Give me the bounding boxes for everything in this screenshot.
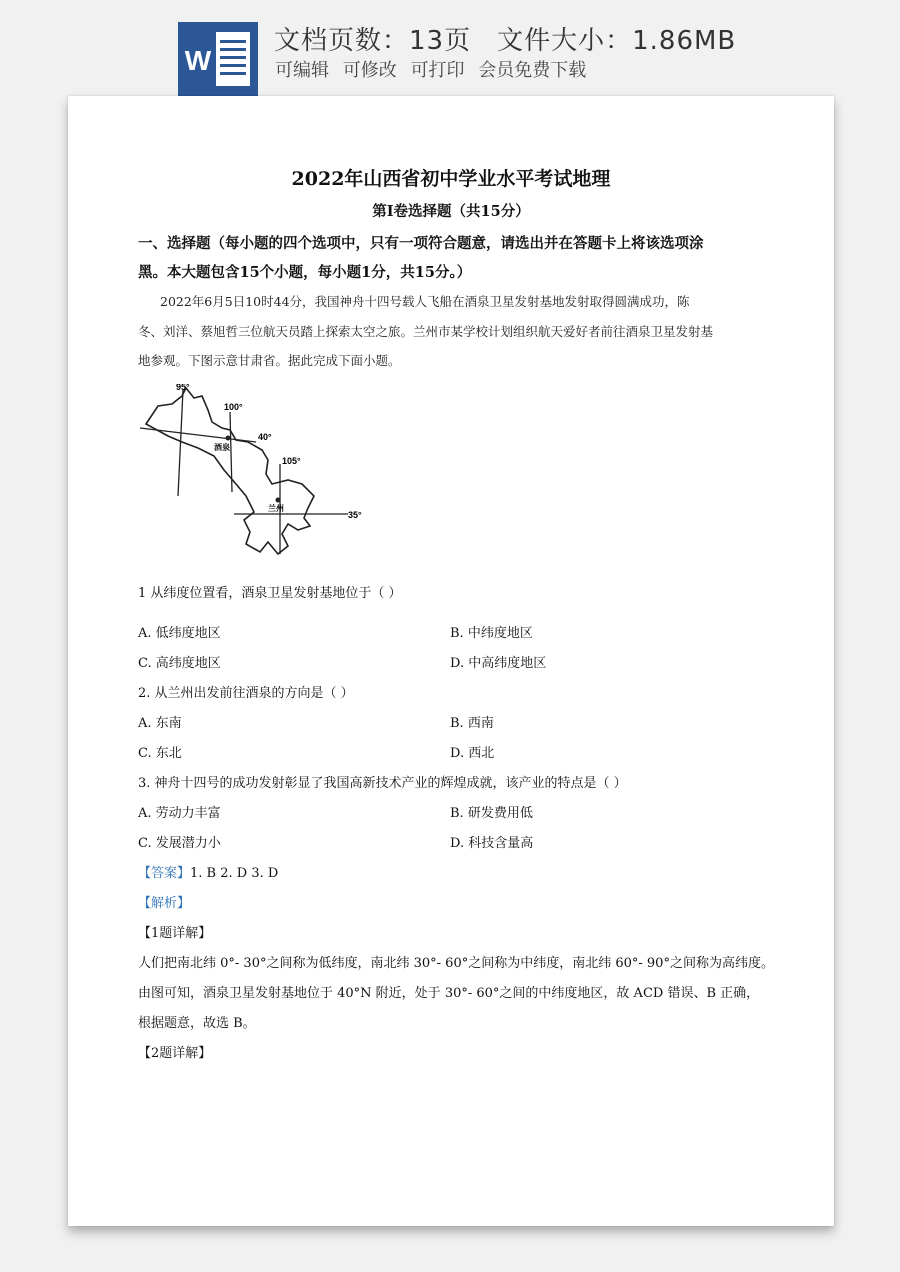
section-heading-line2: 黑。本大题包含15个小题，每小题1分，共15分。） — [138, 264, 472, 281]
question-3-option-a: A. 劳动力丰富 — [138, 806, 221, 821]
feature-member-download[interactable]: 会员免费下载 — [478, 60, 587, 81]
question-1-option-d: D. 中高纬度地区 — [450, 656, 547, 671]
question-1-option-c: C. 高纬度地区 — [138, 656, 221, 671]
svg-text:W: W — [184, 45, 212, 76]
label-lat35: 35° — [348, 510, 362, 520]
jiuquan-marker — [226, 436, 231, 441]
label-lon100: 100° — [224, 402, 243, 412]
file-size: 文件大小：1.86MB — [497, 26, 737, 56]
parallel-40 — [140, 428, 256, 442]
question-2-option-c: C. 东北 — [138, 746, 182, 761]
question-2-option-d: D. 西北 — [450, 746, 495, 761]
label-jiuquan: 酒泉 — [214, 442, 230, 452]
question-1-stem: 1 从纬度位置看，酒泉卫星发射基地位于（ ） — [138, 586, 402, 601]
question-3-option-c: C. 发展潜力小 — [138, 836, 221, 851]
label-lon95: 95° — [176, 384, 190, 392]
label-lat40: 40° — [258, 432, 272, 442]
file-info — [274, 20, 736, 57]
question-3-stem: 3. 神舟十四号的成功发射彰显了我国高新技术产业的辉煌成就，该产业的特点是（ ） — [138, 776, 627, 791]
label-lon105: 105° — [282, 456, 301, 466]
detail-1-line3: 根据题意，故选 B。 — [138, 1016, 256, 1031]
detail-2-label: 【2题详解】 — [138, 1046, 212, 1061]
section-heading-line1: 一、选择题（每小题的四个选项中，只有一项符合题意，请选出并在答题卡上将该选项涂 — [138, 235, 704, 252]
meridian-95 — [178, 390, 183, 496]
gansu-map — [138, 384, 368, 564]
meridian-100 — [230, 412, 232, 492]
label-lanzhou: 兰州 — [268, 503, 284, 513]
question-2-option-b: B. 西南 — [450, 716, 494, 731]
answer-line — [138, 862, 278, 881]
detail-1-line1: 人们把南北纬 0°- 30°之间称为低纬度，南北纬 30°- 60°之间称为中纬度，南北纬 60°- 90°之间称为高纬度。 — [138, 956, 774, 971]
document-title: 2022年山西省初中学业水平考试地理 — [291, 168, 611, 190]
analysis-label: 【解析】 — [138, 896, 191, 911]
question-3-option-d: D. 科技含量高 — [450, 836, 534, 851]
page-count: 文档页数：13页 — [274, 26, 472, 56]
question-2-option-a: A. 东南 — [138, 716, 182, 731]
feature-editable: 可编辑 — [275, 60, 329, 81]
question-1-option-b: B. 中纬度地区 — [450, 626, 533, 641]
document-subtitle: 第I卷选择题（共15分） — [372, 203, 530, 220]
intro-line1: 2022年6月5日10时44分，我国神舟十四号载人飞船在酒泉卫星发射基地发射取得圆满成功，陈 — [160, 294, 690, 309]
feature-list — [275, 56, 594, 82]
download-banner — [0, 0, 900, 100]
feature-printable: 可打印 — [410, 60, 465, 81]
detail-1-line2: 由图可知，酒泉卫星发射基地位于 40°N 附近，处于 30°- 60°之间的中纬度地区，故 ACD 错误、B 正确， — [138, 986, 760, 1001]
question-1-option-a: A. 低纬度地区 — [138, 626, 221, 641]
feature-modifiable: 可修改 — [342, 60, 397, 81]
document-page — [68, 96, 834, 1226]
question-3-option-b: B. 研发费用低 — [450, 806, 533, 821]
detail-1-label: 【1题详解】 — [138, 926, 212, 941]
intro-line3: 地参观。下图示意甘肃省。据此完成下面小题。 — [138, 353, 401, 368]
answer-text: 1. B 2. D 3. D — [190, 866, 279, 881]
answer-label: 【答案】 — [138, 866, 191, 881]
intro-line2: 冬、刘洋、蔡旭哲三位航天员踏上探索太空之旅。兰州市某学校计划组织航天爱好者前往酒泉卫星发射基 — [138, 324, 714, 339]
lanzhou-marker — [276, 498, 281, 503]
question-2-stem: 2. 从兰州出发前往酒泉的方向是（ ） — [138, 686, 354, 701]
word-document-icon — [178, 22, 258, 96]
